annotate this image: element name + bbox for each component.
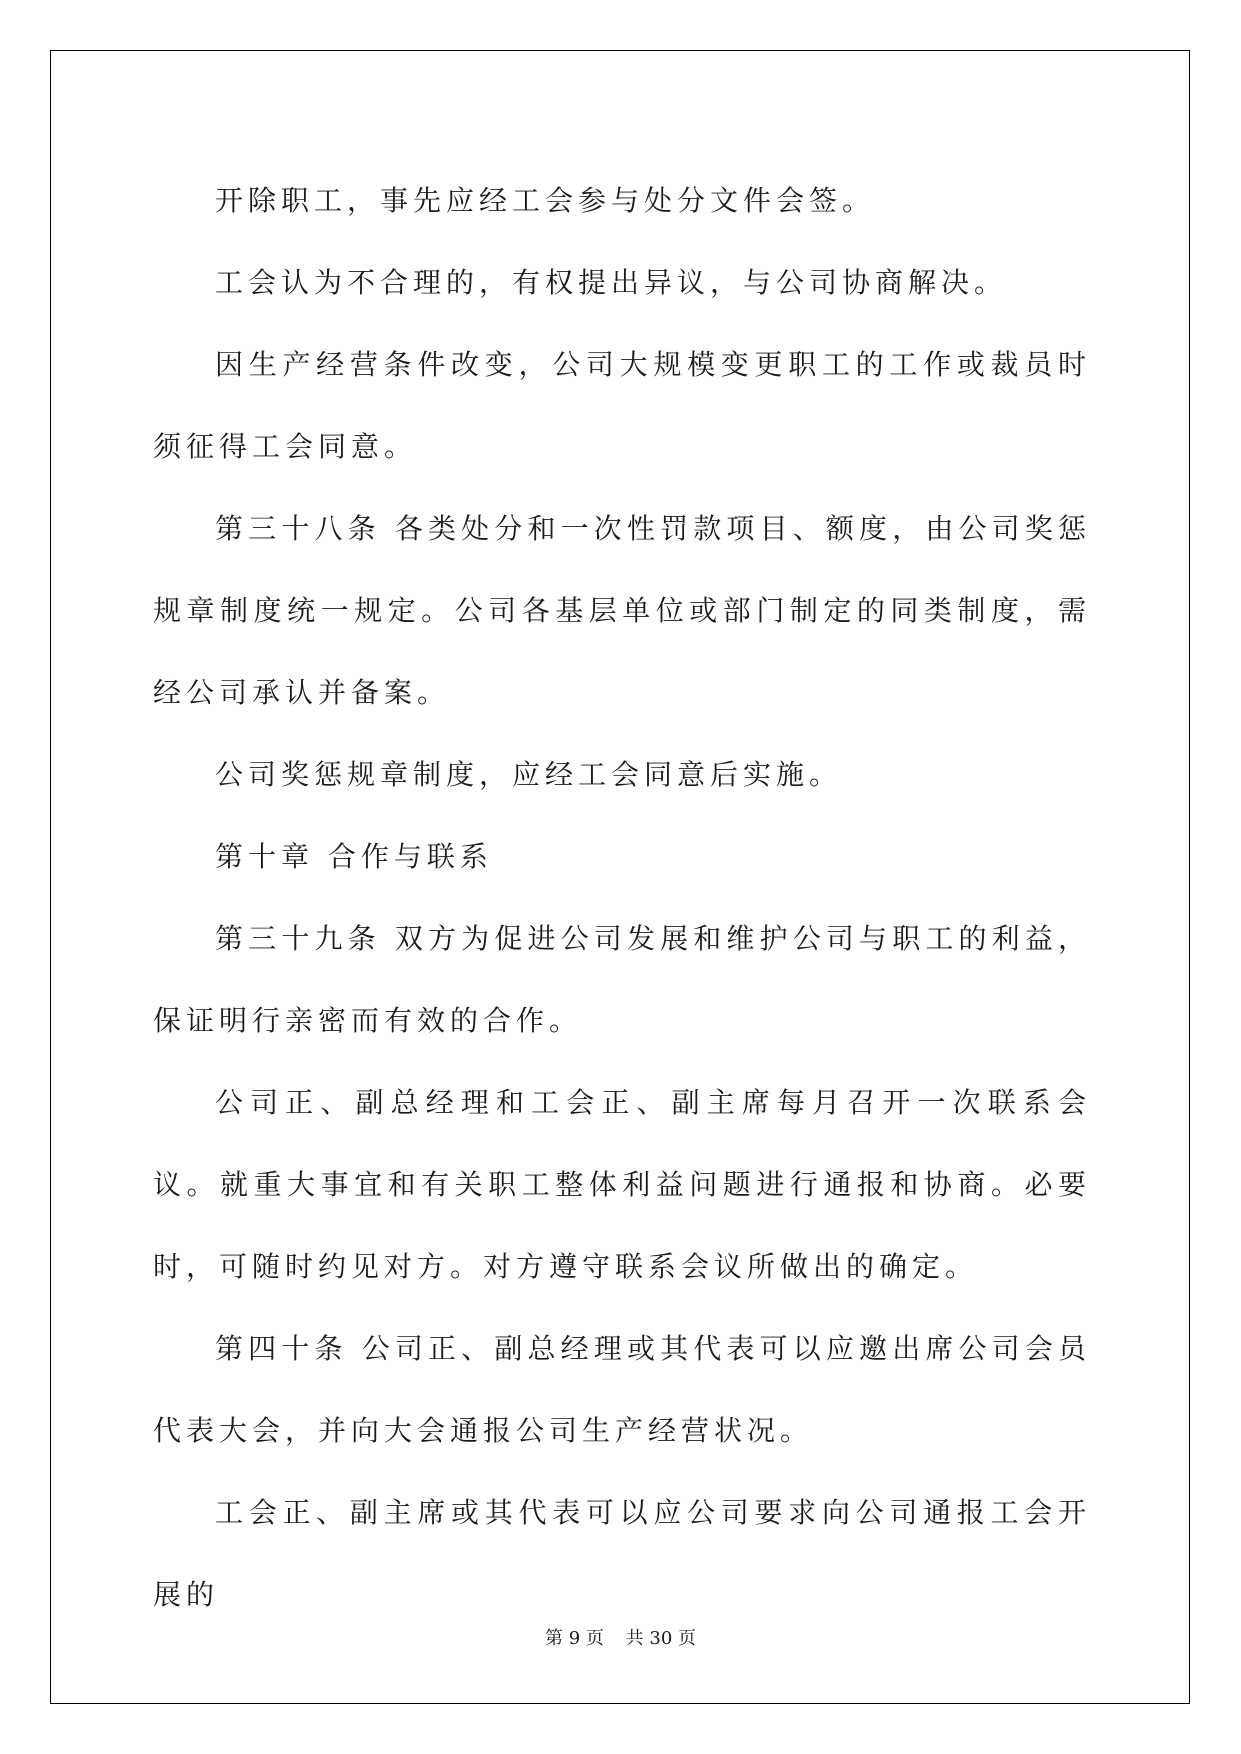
paragraph-3: 因生产经营条件改变，公司大规模变更职工的工作或裁员时须征得工会同意。 xyxy=(153,348,1091,463)
chapter-heading: 第十章 合作与联系 xyxy=(215,840,493,873)
paragraph-9: 第四十条 公司正、副总经理或其代表可以应邀出席公司会员代表大会，并向大会通报公司生产经营状况。 xyxy=(153,1332,1091,1447)
paragraph-4: 第三十八条 各类处分和一次性罚款项目、额度，由公司奖惩规章制度统一规定。公司各基层单位或部门制定的同类制度，需经公司承认并备案。 xyxy=(153,512,1091,709)
page-footer xyxy=(0,1624,1241,1650)
page-number: 第 9 页 xyxy=(545,1628,604,1649)
paragraph-7: 第三十九条 双方为促进公司发展和维护公司与职工的利益，保证明行亲密而有效的合作。 xyxy=(153,922,1091,1037)
document-body xyxy=(153,160,1091,1636)
paragraph-8: 公司正、副总经理和工会正、副主席每月召开一次联系会议。就重大事宜和有关职工整体利益问题进行通报和协商。必要时，可随时约见对方。对方遵守联系会议所做出的确定。 xyxy=(153,1086,1091,1283)
page-total: 共 30 页 xyxy=(625,1628,696,1649)
paragraph-10: 工会正、副主席或其代表可以应公司要求向公司通报工会开展的 xyxy=(153,1496,1091,1611)
paragraph-1: 开除职工，事先应经工会参与处分文件会签。 xyxy=(215,184,876,217)
paragraph-2: 工会认为不合理的，有权提出异议，与公司协商解决。 xyxy=(215,266,1008,299)
paragraph-5: 公司奖惩规章制度，应经工会同意后实施。 xyxy=(215,758,843,791)
